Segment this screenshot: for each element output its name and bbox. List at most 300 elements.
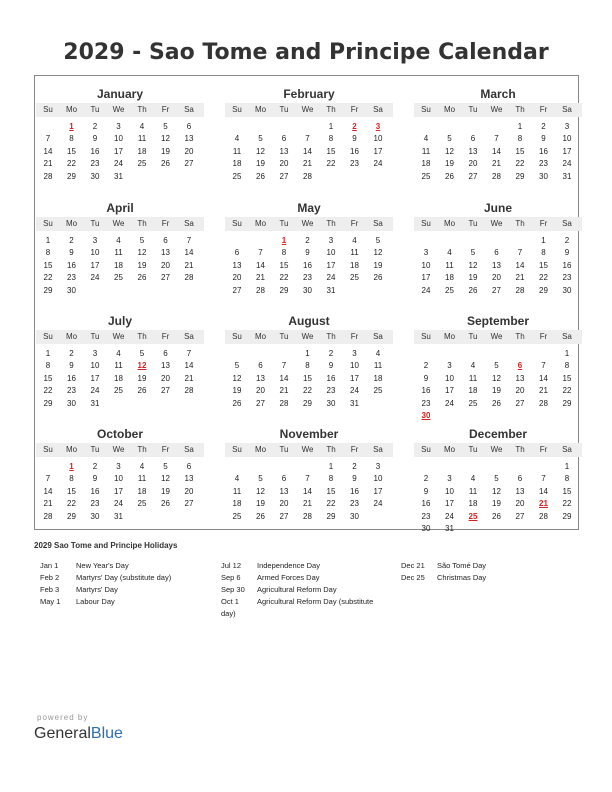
weekday-header xyxy=(414,330,582,344)
day-cell: 21 xyxy=(43,499,53,509)
day-cell: 8 xyxy=(281,248,287,258)
day-cell: 14 xyxy=(184,248,194,258)
day-cell: 12 xyxy=(492,486,501,496)
day-cell: 22 xyxy=(562,499,572,509)
day-cell: 21 xyxy=(303,159,312,169)
day-cell: 18 xyxy=(445,273,454,283)
day-cell: 21 xyxy=(184,260,194,270)
day-cell: 1 xyxy=(564,462,570,471)
weekday-label: Sa xyxy=(184,332,194,341)
day-cell: 18 xyxy=(114,373,123,383)
day-cell: 11 xyxy=(114,361,123,371)
day-cell: 5 xyxy=(447,134,452,144)
weekday-label: Tu xyxy=(279,332,289,341)
day-cell: 26 xyxy=(373,273,383,283)
month-august xyxy=(225,307,393,419)
day-cell: 10 xyxy=(114,474,123,484)
day-cell: 10 xyxy=(326,248,336,258)
day-cell: 14 xyxy=(492,146,501,156)
day-cell: 14 xyxy=(279,373,289,383)
day-cell: 14 xyxy=(539,373,548,383)
day-cell: 22 xyxy=(67,499,76,509)
day-cell: 13 xyxy=(256,373,265,383)
day-cell: 7 xyxy=(45,474,51,484)
day-cell: 22 xyxy=(562,386,572,396)
day-cell: 14 xyxy=(539,486,548,496)
day-cell: 24 xyxy=(445,511,454,521)
day-cell: 25 xyxy=(350,273,359,283)
weekday-header xyxy=(225,217,393,231)
day-cell: 12 xyxy=(492,373,501,383)
day-cell: 28 xyxy=(515,285,525,295)
day-cell: 20 xyxy=(492,273,501,283)
day-cell: 12 xyxy=(256,486,265,496)
day-cell: 19 xyxy=(492,499,501,509)
day-cell: 8 xyxy=(305,361,310,371)
day-cell: 5 xyxy=(258,474,263,484)
day-cell: 16 xyxy=(539,146,548,156)
day-cell: 28 xyxy=(43,511,53,521)
weekday-label: Su xyxy=(232,219,242,228)
weekday-header xyxy=(414,443,582,457)
day-cell: 28 xyxy=(539,398,548,408)
day-cell: 6 xyxy=(186,462,192,471)
day-cell: 1 xyxy=(517,122,523,131)
day-cell: 7 xyxy=(541,361,546,371)
day-cell: 19 xyxy=(492,386,501,396)
weekday-header xyxy=(36,443,204,457)
day-cell: 20 xyxy=(161,260,170,270)
day-cell: 15 xyxy=(539,260,548,270)
weekday-header xyxy=(36,330,204,344)
day-cell: 23 xyxy=(562,273,572,283)
day-cell: 5 xyxy=(139,349,145,358)
brand-logo[interactable] xyxy=(34,725,123,743)
weekday-label: We xyxy=(490,105,503,114)
day-cell: 20 xyxy=(279,499,289,509)
day-cell: 21 xyxy=(303,499,312,509)
day-cell: 30 xyxy=(67,285,76,295)
weekday-label: Tu xyxy=(468,445,478,454)
day-cell: 17 xyxy=(373,486,383,496)
day-cell: 21 xyxy=(539,386,548,396)
day-cell: 15 xyxy=(562,373,572,383)
holiday-name: Christmas Day xyxy=(437,573,487,582)
weekday-label: Tu xyxy=(468,332,478,341)
weekday-label: Tu xyxy=(468,219,478,228)
holiday-date: Jul 12 xyxy=(221,561,242,570)
day-cell: 4 xyxy=(139,122,145,131)
weekday-label: Sa xyxy=(184,219,194,228)
holiday-date: Feb 3 xyxy=(40,585,60,594)
day-cell: 26 xyxy=(468,285,478,295)
day-cell: 7 xyxy=(541,474,546,484)
day-cell: 26 xyxy=(256,511,265,521)
day-cell: 21 xyxy=(279,386,289,396)
weekday-label: Mo xyxy=(443,219,456,228)
holiday-day-cell: 12 xyxy=(137,361,147,371)
day-cell: 9 xyxy=(541,134,546,144)
day-cell: 10 xyxy=(445,486,454,496)
day-cell: 12 xyxy=(373,248,383,258)
weekday-label: Fr xyxy=(161,332,170,341)
weekday-label: Mo xyxy=(65,332,78,341)
day-cell: 18 xyxy=(114,260,123,270)
day-cell: 20 xyxy=(468,159,478,169)
day-cell: 14 xyxy=(515,260,525,270)
day-cell: 5 xyxy=(258,134,263,144)
day-cell: 7 xyxy=(305,474,310,484)
day-cell: 27 xyxy=(184,159,194,169)
day-cell: 27 xyxy=(515,511,525,521)
day-cell: 18 xyxy=(350,260,359,270)
day-cell: 2 xyxy=(564,236,570,245)
weekday-header xyxy=(414,103,582,117)
weekday-label: We xyxy=(490,219,503,228)
day-cell: 22 xyxy=(279,273,289,283)
weekday-label: Su xyxy=(232,445,242,454)
day-cell: 2 xyxy=(328,349,334,358)
day-cell: 16 xyxy=(350,146,359,156)
day-cell: 28 xyxy=(43,171,53,181)
day-cell: 16 xyxy=(90,486,100,496)
day-cell: 19 xyxy=(161,146,170,156)
weekday-label: Th xyxy=(515,105,525,114)
day-cell: 6 xyxy=(470,134,476,144)
day-cell: 10 xyxy=(421,260,431,270)
weekday-label: Th xyxy=(326,219,336,228)
weekday-label: Su xyxy=(421,332,431,341)
day-cell: 15 xyxy=(67,486,76,496)
day-cell: 8 xyxy=(69,134,74,144)
holiday-name: Agricultural Reform Day (substitute xyxy=(257,597,374,606)
day-cell: 17 xyxy=(90,373,100,383)
day-cell: 10 xyxy=(90,248,100,258)
day-cell: 4 xyxy=(447,248,452,258)
weekday-label: Sa xyxy=(373,445,383,454)
weekday-label: Su xyxy=(43,332,53,341)
month-name: June xyxy=(483,201,512,215)
month-june xyxy=(414,194,582,306)
day-cell: 27 xyxy=(279,511,289,521)
weekday-label: Mo xyxy=(254,445,267,454)
day-cell: 15 xyxy=(279,260,289,270)
day-cell: 1 xyxy=(45,236,51,245)
weekday-label: Fr xyxy=(350,105,359,114)
day-cell: 17 xyxy=(326,260,336,270)
day-cell: 19 xyxy=(256,159,265,169)
day-cell: 12 xyxy=(468,260,478,270)
weekday-label: Fr xyxy=(350,445,359,454)
weekday-label: We xyxy=(112,445,125,454)
day-cell: 18 xyxy=(373,373,383,383)
day-cell: 23 xyxy=(350,159,359,169)
day-cell: 25 xyxy=(137,499,147,509)
day-cell: 20 xyxy=(515,499,525,509)
day-cell: 7 xyxy=(281,361,287,371)
day-cell: 27 xyxy=(279,171,289,181)
day-cell: 2 xyxy=(69,236,74,245)
day-cell: 11 xyxy=(232,486,242,496)
day-cell: 27 xyxy=(492,285,501,295)
day-cell: 25 xyxy=(421,171,431,181)
holiday-name: Armed Forces Day xyxy=(257,573,320,582)
day-cell: 18 xyxy=(468,386,478,396)
day-cell: 13 xyxy=(232,260,242,270)
day-cell: 1 xyxy=(305,349,310,358)
day-cell: 5 xyxy=(470,248,476,258)
day-cell: 24 xyxy=(421,285,431,295)
day-cell: 29 xyxy=(67,511,76,521)
weekday-header xyxy=(36,103,204,117)
weekday-label: Th xyxy=(326,332,336,341)
day-cell: 3 xyxy=(328,236,334,245)
day-cell: 23 xyxy=(421,398,431,408)
day-cell: 24 xyxy=(373,159,383,169)
day-cell: 25 xyxy=(468,398,478,408)
day-cell: 16 xyxy=(67,260,76,270)
day-cell: 4 xyxy=(470,361,476,371)
day-cell: 21 xyxy=(492,159,501,169)
day-cell: 29 xyxy=(43,285,53,295)
weekday-label: We xyxy=(301,332,314,341)
day-cell: 19 xyxy=(373,260,383,270)
weekday-label: Fr xyxy=(539,445,548,454)
month-october xyxy=(36,420,204,532)
day-cell: 23 xyxy=(90,159,100,169)
day-cell: 5 xyxy=(139,236,145,245)
day-cell: 3 xyxy=(92,349,98,358)
day-cell: 13 xyxy=(468,146,478,156)
day-cell: 28 xyxy=(279,398,289,408)
day-cell: 9 xyxy=(328,361,334,371)
day-cell: 13 xyxy=(279,146,289,156)
day-cell: 22 xyxy=(326,499,336,509)
day-cell: 17 xyxy=(350,373,359,383)
weekday-label: Fr xyxy=(539,105,548,114)
weekday-label: We xyxy=(490,445,503,454)
day-cell: 23 xyxy=(421,511,431,521)
holiday-day-cell: 2 xyxy=(352,122,357,131)
weekday-label: Sa xyxy=(562,105,572,114)
day-cell: 9 xyxy=(92,474,98,484)
day-cell: 29 xyxy=(562,511,572,521)
day-cell: 22 xyxy=(326,159,336,169)
day-cell: 27 xyxy=(184,499,194,509)
weekday-label: Fr xyxy=(161,445,170,454)
day-cell: 11 xyxy=(232,146,242,156)
day-cell: 12 xyxy=(232,373,242,383)
day-cell: 15 xyxy=(515,146,525,156)
day-cell: 20 xyxy=(161,373,170,383)
weekday-label: Tu xyxy=(279,105,289,114)
day-cell: 19 xyxy=(256,499,265,509)
holiday-name: New Year's Day xyxy=(76,561,129,570)
day-cell: 6 xyxy=(234,248,240,258)
day-cell: 29 xyxy=(515,171,525,181)
day-cell: 30 xyxy=(303,285,312,295)
weekday-label: Tu xyxy=(279,219,289,228)
day-cell: 27 xyxy=(515,398,525,408)
weekday-label: Tu xyxy=(90,332,100,341)
day-cell: 17 xyxy=(114,486,123,496)
day-cell: 25 xyxy=(232,511,242,521)
weekday-label: Tu xyxy=(90,219,100,228)
day-cell: 24 xyxy=(90,273,100,283)
day-cell: 18 xyxy=(232,159,242,169)
weekday-label: Mo xyxy=(254,332,267,341)
weekday-label: Su xyxy=(43,219,53,228)
day-cell: 11 xyxy=(137,134,147,144)
month-july xyxy=(36,307,204,419)
day-cell: 19 xyxy=(137,373,147,383)
day-cell: 3 xyxy=(116,122,121,131)
day-cell: 7 xyxy=(517,248,523,258)
day-cell: 26 xyxy=(256,171,265,181)
holiday-name: Martyrs' Day (substitute day) xyxy=(76,573,172,582)
day-cell: 5 xyxy=(494,361,499,371)
day-cell: 26 xyxy=(161,499,170,509)
month-march xyxy=(414,80,582,192)
day-cell: 16 xyxy=(326,373,336,383)
holiday-date: Dec 21 xyxy=(401,561,425,570)
day-cell: 8 xyxy=(541,248,546,258)
day-cell: 24 xyxy=(326,273,336,283)
weekday-label: Mo xyxy=(443,445,456,454)
weekday-label: We xyxy=(112,219,125,228)
day-cell: 15 xyxy=(562,486,572,496)
day-cell: 16 xyxy=(562,260,572,270)
weekday-label: Tu xyxy=(468,105,478,114)
day-cell: 1 xyxy=(564,349,570,358)
weekday-label: Sa xyxy=(373,105,383,114)
day-cell: 13 xyxy=(184,474,194,484)
day-cell: 11 xyxy=(114,248,123,258)
day-cell: 9 xyxy=(69,361,74,371)
day-cell: 22 xyxy=(67,159,76,169)
day-cell: 16 xyxy=(90,146,100,156)
day-cell: 30 xyxy=(562,285,572,295)
weekday-label: Mo xyxy=(443,332,456,341)
month-november xyxy=(225,420,393,532)
day-cell: 11 xyxy=(350,248,359,258)
holiday-date: Oct 1 xyxy=(221,597,239,606)
day-cell: 31 xyxy=(326,285,336,295)
day-cell: 3 xyxy=(564,122,570,131)
day-cell: 3 xyxy=(375,462,381,471)
day-cell: 19 xyxy=(161,486,170,496)
month-may xyxy=(225,194,393,306)
weekday-label: We xyxy=(112,332,125,341)
day-cell: 28 xyxy=(256,285,265,295)
day-cell: 14 xyxy=(43,146,53,156)
holiday-name: São Tomé Day xyxy=(437,561,487,570)
day-cell: 10 xyxy=(350,361,359,371)
day-cell: 23 xyxy=(303,273,312,283)
day-cell: 4 xyxy=(423,134,429,144)
day-cell: 8 xyxy=(564,361,570,371)
day-cell: 24 xyxy=(445,398,454,408)
day-cell: 23 xyxy=(67,386,76,396)
day-cell: 27 xyxy=(232,285,242,295)
day-cell: 31 xyxy=(90,398,100,408)
weekday-label: Th xyxy=(326,445,336,454)
holiday-date: Jan 1 xyxy=(40,561,59,570)
holiday-name: Martyrs' Day xyxy=(76,585,118,594)
weekday-label: Sa xyxy=(373,219,383,228)
weekday-label: Sa xyxy=(562,332,572,341)
day-cell: 28 xyxy=(492,171,501,181)
weekday-label: Th xyxy=(515,332,525,341)
day-cell: 6 xyxy=(163,236,168,245)
day-cell: 8 xyxy=(45,248,51,258)
weekday-header xyxy=(225,443,393,457)
day-cell: 11 xyxy=(421,146,431,156)
weekday-label: Fr xyxy=(350,219,359,228)
day-cell: 6 xyxy=(186,122,192,131)
day-cell: 17 xyxy=(114,146,123,156)
day-cell: 26 xyxy=(137,273,147,283)
day-cell: 17 xyxy=(90,260,100,270)
day-cell: 13 xyxy=(184,134,194,144)
weekday-header xyxy=(225,330,393,344)
holiday-name: Labour Day xyxy=(76,597,115,606)
weekday-label: Th xyxy=(137,445,147,454)
weekday-label: Sa xyxy=(184,445,194,454)
day-cell: 10 xyxy=(373,474,383,484)
holiday-day-cell: 1 xyxy=(69,122,74,131)
weekday-label: We xyxy=(301,445,314,454)
day-cell: 22 xyxy=(43,273,53,283)
day-cell: 18 xyxy=(468,499,478,509)
day-cell: 9 xyxy=(352,134,357,144)
day-cell: 21 xyxy=(184,373,194,383)
day-cell: 30 xyxy=(326,398,336,408)
holidays-title: 2029 Sao Tome and Principe Holidays xyxy=(34,541,178,550)
day-cell: 1 xyxy=(328,122,334,131)
day-cell: 5 xyxy=(494,474,499,484)
day-cell: 22 xyxy=(303,386,312,396)
day-cell: 15 xyxy=(303,373,312,383)
holiday-day-cell: 21 xyxy=(539,499,548,509)
day-cell: 28 xyxy=(303,511,312,521)
month-name: February xyxy=(283,87,335,101)
day-cell: 6 xyxy=(163,349,168,358)
day-cell: 6 xyxy=(281,474,287,484)
brand-name-blue: Blue xyxy=(90,725,123,742)
day-cell: 14 xyxy=(184,361,194,371)
weekday-label: Su xyxy=(421,105,431,114)
day-cell: 8 xyxy=(328,134,334,144)
holiday-day-cell: 6 xyxy=(517,361,523,371)
day-cell: 16 xyxy=(421,386,431,396)
day-cell: 10 xyxy=(114,134,123,144)
day-cell: 2 xyxy=(92,462,98,471)
weekday-label: Fr xyxy=(539,219,548,228)
holiday-day-cell: 25 xyxy=(468,511,478,521)
day-cell: 16 xyxy=(350,486,359,496)
day-cell: 11 xyxy=(468,373,478,383)
day-cell: 14 xyxy=(303,486,312,496)
day-cell: 3 xyxy=(92,236,98,245)
day-cell: 16 xyxy=(67,373,76,383)
day-cell: 17 xyxy=(562,146,572,156)
month-name: May xyxy=(297,201,321,215)
day-cell: 24 xyxy=(90,386,100,396)
day-cell: 26 xyxy=(232,398,242,408)
day-cell: 28 xyxy=(303,171,312,181)
day-cell: 2 xyxy=(423,474,429,484)
